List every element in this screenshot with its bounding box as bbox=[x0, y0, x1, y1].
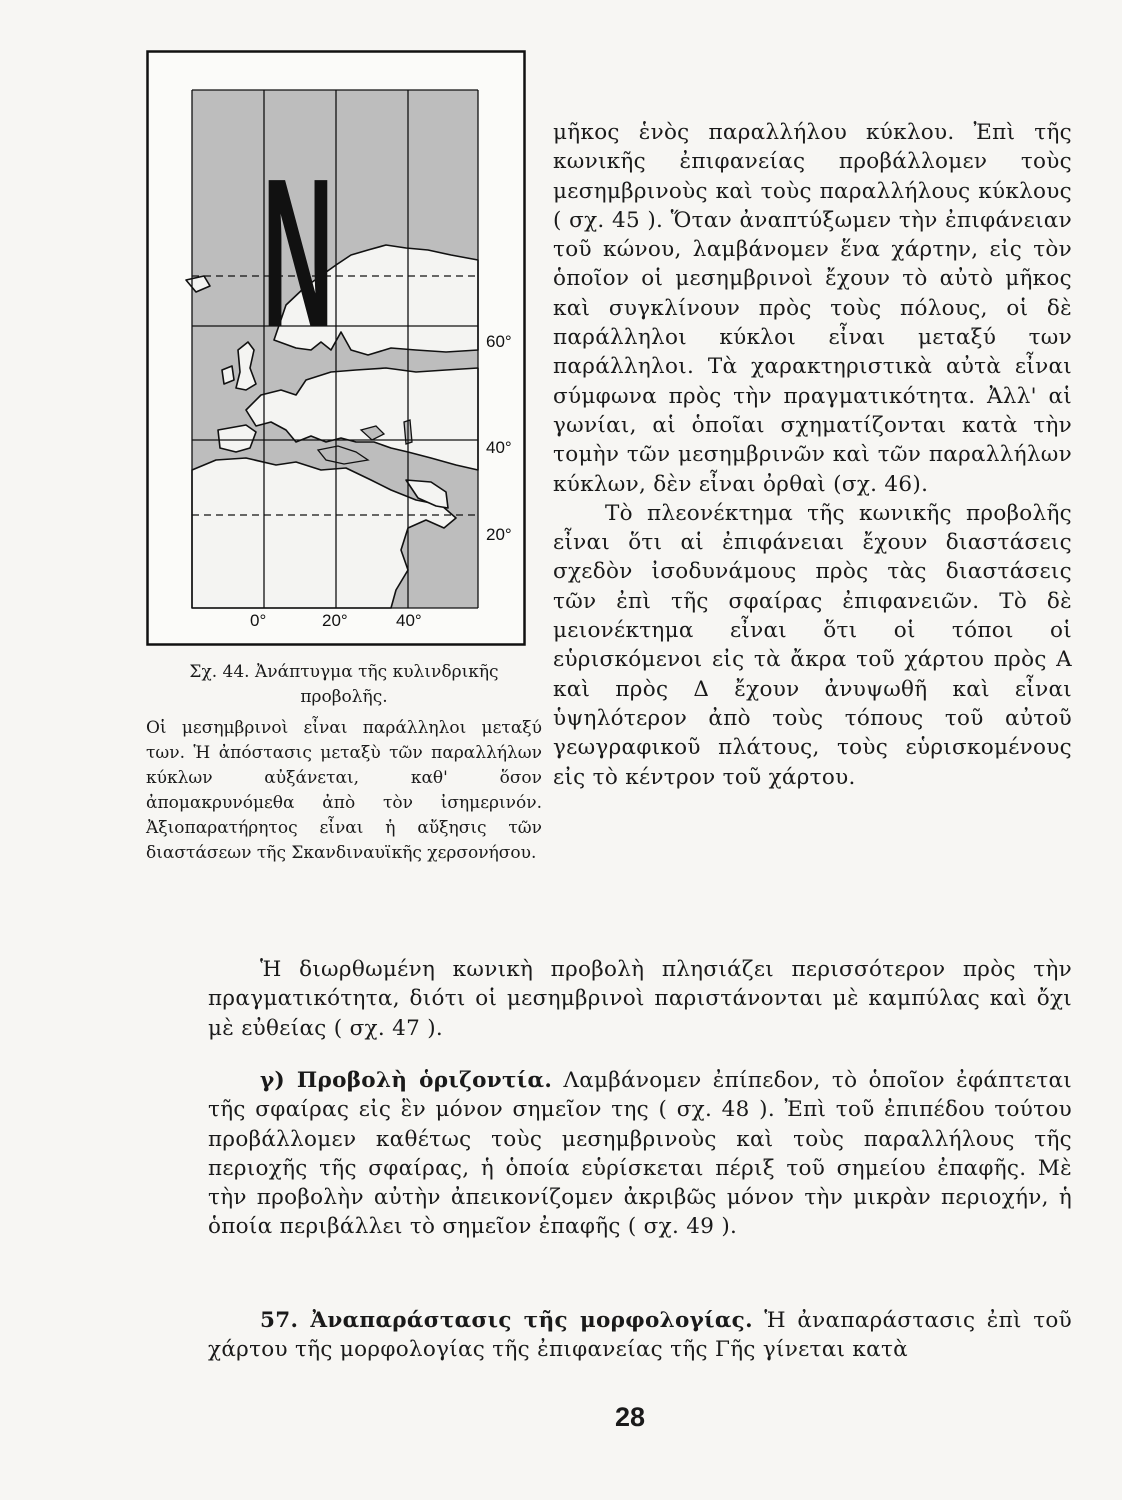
lon-label-20: 20° bbox=[322, 611, 348, 630]
lat-label-40: 40° bbox=[486, 438, 512, 457]
lat-label-20: 20° bbox=[486, 525, 512, 544]
north-letter: N bbox=[262, 134, 334, 371]
lon-label-0: 0° bbox=[250, 611, 267, 630]
caption-title-line2: προβολῆς. bbox=[300, 687, 388, 707]
horizontal-label: γ) Προβολὴ ὁριζοντία. bbox=[260, 1068, 553, 1093]
right-column bbox=[553, 118, 1072, 792]
horizontal-text: Λαμβάνομεν ἐπίπεδον, τὸ ὁποῖον ἐφάπτεται τῆς σφαίρας εἰς ἓν μόνον σημεῖον της ( σχ. 48 ). Ἐπὶ τοῦ ἐπιπέδου τούτου προβάλλομεν καθέτως τοὺς μεσημβρινοὺς καὶ τοὺς παραλλήλους τῆς περιοχῆς τῆς σφαίρας, ἡ ὁποία εὑρίσκεται πέριξ τοῦ σημείου ἐπαφῆς. Μὲ τὴν προβολὴν αὐτὴν ἀπεικονίζομεν ἀκριβῶς μόνον τὴν μικρὰν περιοχήν, ἡ ὁποία περιβάλλει τὸ σημεῖον ἐπαφῆς ( σχ. 49 ). bbox=[208, 1068, 1072, 1240]
section-57-text: Ἡ ἀναπαράστασις ἐπὶ τοῦ χάρτου τῆς μορφολογίας τῆς ἐπιφανείας τῆς Γῆς γίνεται κατὰ bbox=[208, 1308, 1073, 1363]
right-column-paragraph-1: μῆκος ἑνὸς παραλλήλου κύκλου. Ἐπὶ τῆς κωνικῆς ἐπιφανείας προβάλλομεν τοὺς μεσημβρινοὺς καὶ τοὺς παραλλήλους κύκλους ( σχ. 45 ). Ὅταν ἀναπτύξωμεν τὴν ἐπιφάνειαν τοῦ κώνου, λαμβάνομεν ἕνα χάρτην, εἰς τὸν ὁποῖον οἱ μεσημβρινοὶ ἔχουν τὸ αὐτὸ μῆκος καὶ συγκλίνουν πρὸς τοὺς πόλους, οἱ δὲ παράλληλοι κύκλοι εἶναι μεταξύ των παράλληλοι. Τὰ χαρακτηριστικὰ αὐτὰ εἶναι σύμφωνα πρὸς τὴν πραγματικότητα. Ἀλλ' αἱ γωνίαι, αἱ ὁποῖαι σχηματίζονται κατὰ τὴν τομὴν τῶν μεσημβρινῶν καὶ τῶν παραλλήλων κύκλων, δὲν εἶναι ὀρθαὶ (σχ. 46). bbox=[553, 120, 1072, 497]
right-column-paragraph-2: Τὸ πλεονέκτημα τῆς κωνικῆς προβολῆς εἶναι ὅτι αἱ ἐπιφάνειαι ἔχουν διαστάσεις σχεδὸν ἰσοδυνάμους πρὸς τὰς διαστάσεις τῶν ἐπὶ τῆς σφαίρας ἐπιφανειῶν. Τὸ δὲ μειονέκτημα εἶναι ὅτι οἱ τόποι οἱ εὑρισκόμενοι εἰς τὰ ἄκρα τοῦ χάρτου πρὸς Α καὶ πρὸς Δ ἔχουν ἀνυψωθῆ καὶ εἶναι ὑψηλότερον ἀπὸ τοὺς τόπους τοῦ αὐτοῦ γεωγραφικοῦ πλάτους, τοὺς εὑρισκομένους εἰς τὸ κέντρον τοῦ χάρτου. bbox=[553, 500, 1072, 790]
section-57-heading: 57. Ἀναπαράστασις τῆς μορφολογίας. bbox=[260, 1308, 753, 1333]
caption-title-line1: Σχ. 44. Ἀνάπτυγμα τῆς κυλινδρικῆς bbox=[189, 662, 499, 682]
lat-label-60: 60° bbox=[486, 332, 512, 351]
paragraph-conic: Ἡ διωρθωμένη κωνικὴ προβολὴ πλησιάζει περισσότερον πρὸς τὴν πραγματικότητα, διότι οἱ μεσημβρινοὶ παριστάνονται μὲ καμπύλας καὶ ὄχι μὲ εὐθείας ( σχ. 47 ). bbox=[208, 957, 1072, 1041]
caption-body: Οἱ μεσημβρινοὶ εἶναι παράλληλοι μεταξύ των. Ἡ ἀπόστασις μεταξὺ τῶν παραλλήλων κύκλων αὐξάνεται, καθ' ὅσον ἀπομακρυνόμεθα ἀπὸ τὸν ἰσημερινόν. Ἀξιοπαρατήρητος εἶναι ἡ αὔξησις τῶν διαστάσεων τῆς Σκανδιναυϊκῆς χερσονήσου. bbox=[146, 718, 542, 863]
page-number: 28 bbox=[614, 1402, 646, 1432]
figure-caption bbox=[146, 660, 542, 866]
figure-map bbox=[146, 50, 526, 646]
section-57 bbox=[208, 1306, 1072, 1365]
lon-label-40: 40° bbox=[396, 611, 422, 630]
paragraph-horizontal bbox=[208, 1066, 1072, 1242]
